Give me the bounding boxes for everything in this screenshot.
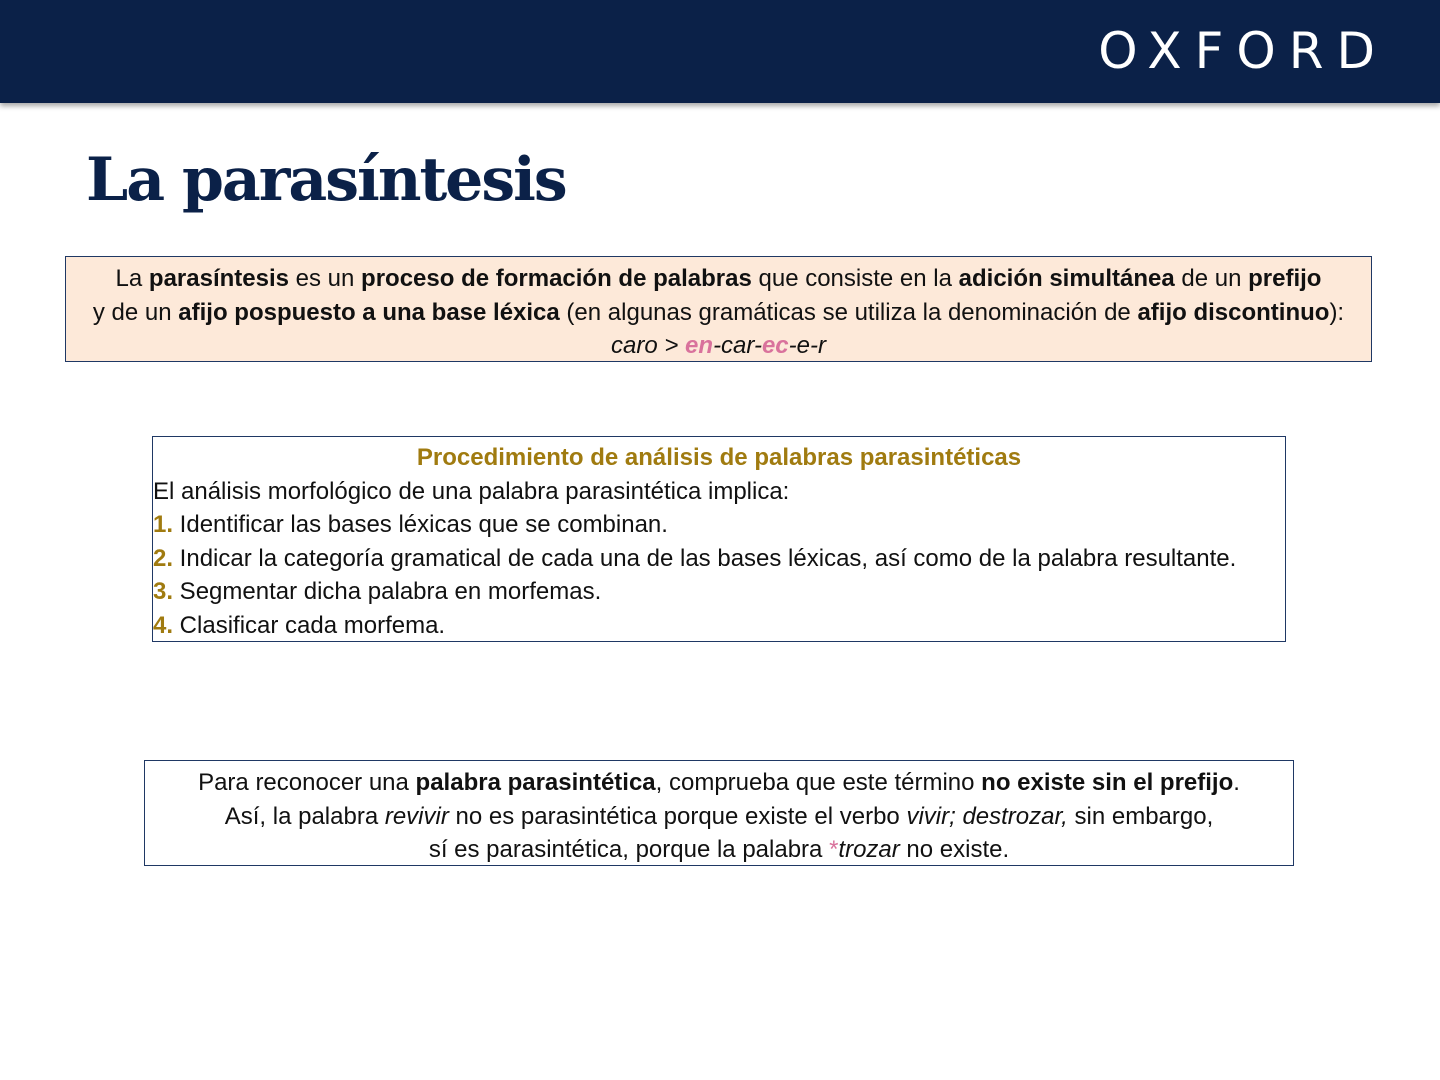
step-text: Segmentar dicha palabra en morfemas. xyxy=(173,578,602,605)
text: es un xyxy=(288,265,362,292)
term: adición simultánea xyxy=(958,265,1175,292)
text: de un xyxy=(1174,265,1249,292)
text: , comprueba que este término xyxy=(655,769,982,796)
term: afijo discontinuo xyxy=(1137,298,1330,326)
procedure-heading: Procedimiento de análisis de palabras parasintéticas xyxy=(416,444,1022,471)
text: sin embargo, xyxy=(1067,802,1214,830)
step-text: Indicar la categoría gramatical de cada una de las bases léxicas, así como de la palabra resultante. xyxy=(173,544,1237,572)
asterisk-mark: * xyxy=(829,836,839,863)
tip-line-2 xyxy=(145,800,1293,834)
definition-line-2 xyxy=(66,296,1371,330)
procedure-box xyxy=(152,436,1286,642)
definition-line-1 xyxy=(66,262,1371,296)
tip-box xyxy=(144,760,1294,866)
oxford-logo: OXFORD xyxy=(1098,22,1388,80)
step-number: 3. xyxy=(153,578,174,605)
procedure-step xyxy=(153,575,1285,609)
definition-box xyxy=(65,256,1372,362)
text: -e-r xyxy=(788,332,826,359)
page-title: La parasíntesis xyxy=(86,145,566,215)
tip-line-3 xyxy=(145,833,1293,867)
text: La xyxy=(115,265,149,292)
step-text: Identificar las bases léxicas que se combinan. xyxy=(173,511,668,538)
text: (en algunas gramáticas se utiliza la denominación de xyxy=(559,298,1138,326)
step-number: 4. xyxy=(153,611,174,639)
text: que consiste en la xyxy=(751,265,959,292)
example-word: vivir; destrozar, xyxy=(906,802,1068,830)
header-bar xyxy=(0,0,1440,103)
text: no existe. xyxy=(899,836,1010,863)
infix: ec xyxy=(761,332,789,359)
text: . xyxy=(1233,769,1240,796)
text: -car- xyxy=(713,332,762,359)
term: proceso de formación de palabras xyxy=(361,265,752,292)
text: sí es parasintética, porque la palabra xyxy=(428,836,830,863)
step-number: 2. xyxy=(153,544,174,572)
step-number: 1. xyxy=(153,511,174,538)
step-text: Clasificar cada morfema. xyxy=(173,611,446,639)
term: afijo pospuesto a una base léxica xyxy=(178,298,560,326)
prefix: en xyxy=(685,332,714,359)
text: Para reconocer una xyxy=(198,769,416,796)
term: no existe sin el prefijo xyxy=(981,769,1234,796)
definition-example xyxy=(66,329,1371,363)
text: ): xyxy=(1329,298,1345,326)
procedure-intro: El análisis morfológico de una palabra parasintética implica: xyxy=(153,477,790,505)
term: palabra parasintética xyxy=(415,769,656,796)
procedure-step xyxy=(153,542,1285,576)
procedure-step xyxy=(153,508,1285,542)
text: caro > xyxy=(611,332,686,359)
example-word: revivir xyxy=(384,802,449,830)
text: Así, la palabra xyxy=(224,802,385,830)
text: y de un xyxy=(92,298,179,326)
tip-line-1 xyxy=(145,766,1293,800)
procedure-step xyxy=(153,609,1285,643)
example-word: trozar xyxy=(838,836,900,863)
text: no es parasintética porque existe el verbo xyxy=(448,802,907,830)
term: prefijo xyxy=(1248,265,1322,292)
term: parasíntesis xyxy=(148,265,289,292)
